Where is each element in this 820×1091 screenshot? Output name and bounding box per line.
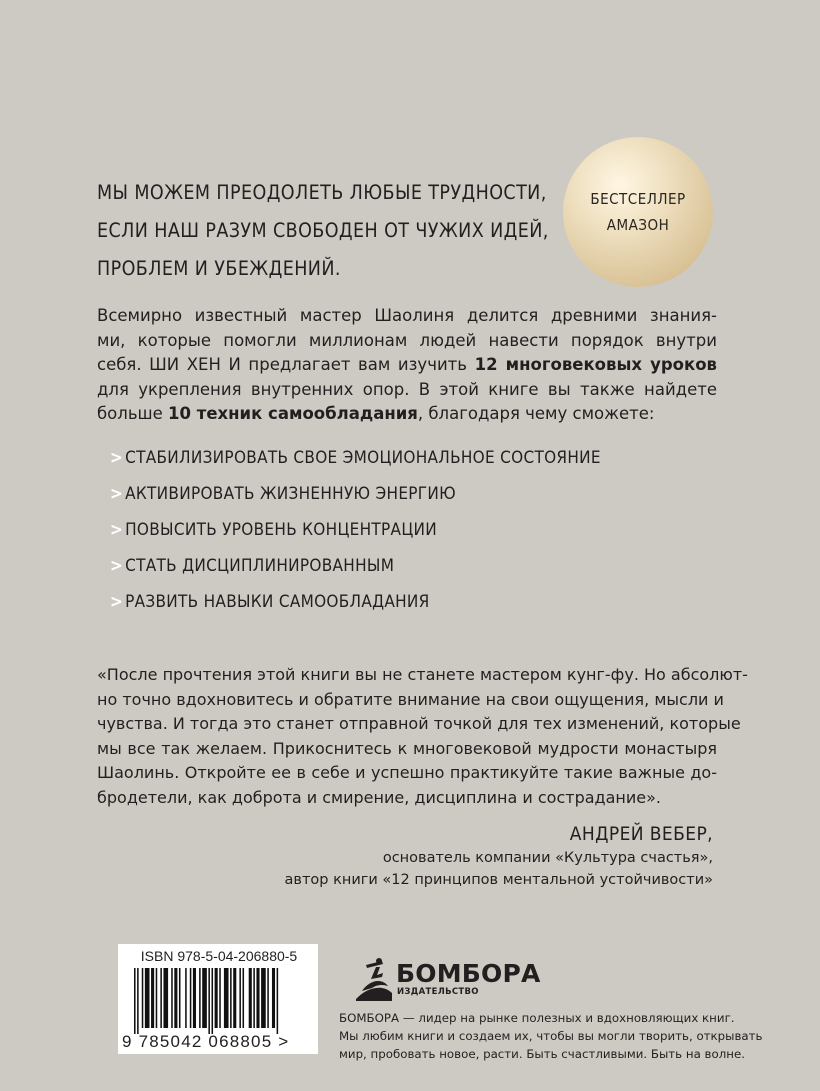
barcode-bar — [151, 968, 154, 1028]
bestseller-badge — [563, 137, 713, 287]
quote-line: но точно вдохновитесь и обратите внимание на свои ощущения, мысли и — [97, 689, 724, 709]
chevron-right-icon: > — [110, 484, 124, 504]
barcode-bar — [208, 968, 210, 1034]
barcode-bar — [134, 968, 136, 1034]
isbn-number: ISBN 978-5-04-206880-5 — [140, 948, 298, 964]
barcode-bar — [160, 968, 162, 1028]
testimonial-quote — [97, 663, 748, 810]
barcode-bar — [277, 968, 279, 1034]
intro-line: для укрепления внутренних опор. В этой книге вы также найдете — [97, 379, 717, 399]
barcode-bar — [163, 968, 168, 1028]
barcode-bar — [215, 968, 218, 1028]
barcode-bar — [145, 968, 150, 1028]
barcode-bar — [253, 968, 255, 1028]
barcode-bar — [185, 968, 187, 1028]
barcode-digits: 9 785042 068805 > — [122, 1032, 290, 1051]
barcode-bar — [261, 968, 266, 1028]
wave-rider-icon — [352, 955, 394, 1003]
headline-line: ПРОБЛЕМ И УБЕЖДЕНИЙ. — [97, 257, 341, 280]
barcode-bar — [212, 968, 214, 1034]
barcode-bar — [267, 968, 269, 1028]
intro-text: , благодаря чему сможете: — [417, 404, 655, 423]
quote-author-role: основатель компании «Культура счастья», — [382, 850, 713, 866]
chevron-right-icon: > — [110, 520, 124, 540]
intro-text: больше — [97, 404, 169, 423]
publisher-logo-text: БОМБОРА — [396, 959, 541, 988]
list-item — [110, 444, 710, 480]
badge-line-2: АМАЗОН — [606, 216, 670, 234]
publisher-logo-subtitle: ИЗДАТЕЛЬСТВО — [397, 987, 479, 997]
badge-line-1: БЕСТСЕЛЛЕР — [590, 190, 686, 208]
publisher-blurb-line: БОМБОРА — лидер на рынке полезных и вдохновляющих книг. — [339, 1011, 735, 1025]
barcode-bar — [171, 968, 173, 1028]
intro-line: ми, которые помогли миллионам людей навести порядок внутри — [97, 330, 717, 350]
quote-line: чувства. И тогда это станет отправной точкой для тех изменений, которые — [97, 714, 741, 733]
quote-line: «После прочтения этой книги вы не станете мастером кунг-фу. Но абсолют- — [97, 665, 748, 684]
headline — [97, 174, 557, 288]
barcode-bars-icon — [118, 968, 318, 1034]
intro-emphasis: 10 техник самообладания — [168, 404, 418, 423]
publisher-blurb — [339, 1009, 763, 1063]
chevron-right-icon: > — [110, 556, 124, 576]
isbn-barcode — [118, 944, 318, 1054]
chevron-right-icon: > — [110, 592, 124, 612]
barcode-bar — [219, 968, 221, 1028]
list-item — [110, 588, 710, 624]
barcode-bar — [199, 968, 201, 1028]
quote-author-book: автор книги «12 принципов ментальной устойчивости» — [284, 872, 713, 888]
intro-paragraph — [97, 304, 717, 427]
quote-line: мы все так желаем. Прикоснитесь к многовековой мудрости монастыря — [97, 738, 717, 758]
barcode-bar — [137, 968, 139, 1034]
barcode-bar — [142, 968, 144, 1028]
list-item-text: ПОВЫСИТЬ УРОВЕНЬ КОНЦЕНТРАЦИИ — [125, 520, 437, 540]
quote-line: бродетели, как доброта и смирение, дисциплина и сострадание». — [97, 787, 661, 807]
publisher-logo — [352, 955, 552, 1005]
barcode-bar — [193, 968, 196, 1028]
publisher-blurb-line: Мы любим книги и создаем их, чтобы вы могли творить, открывать — [339, 1029, 763, 1043]
list-item-text: АКТИВИРОВАТЬ ЖИЗНЕННУЮ ЭНЕРГИЮ — [125, 484, 456, 504]
list-item — [110, 480, 710, 516]
barcode-bar — [179, 968, 181, 1028]
barcode-bar — [156, 968, 158, 1028]
benefits-list — [110, 444, 710, 624]
list-item-text: СТАТЬ ДИСЦИПЛИНИРОВАННЫМ — [125, 556, 395, 576]
headline-line: ЕСЛИ НАШ РАЗУМ СВОБОДЕН ОТ ЧУЖИХ ИДЕЙ, — [97, 219, 549, 242]
barcode-bar — [239, 968, 241, 1028]
quote-author-name: АНДРЕЙ ВЕБЕР, — [569, 823, 713, 845]
barcode-bar — [256, 968, 259, 1028]
intro-line — [97, 402, 717, 427]
barcode-bar — [249, 968, 252, 1028]
barcode-bar — [233, 968, 236, 1028]
list-item-text: РАЗВИТЬ НАВЫКИ САМООБЛАДАНИЯ — [125, 592, 430, 612]
list-item-text: СТАБИЛИЗИРОВАТЬ СВОЕ ЭМОЦИОНАЛЬНОЕ СОСТОЯНИЕ — [125, 448, 601, 468]
list-item — [110, 516, 710, 552]
barcode-bar — [202, 968, 207, 1028]
intro-text: себя. ШИ ХЕН И предлагает вам изучить — [97, 355, 475, 374]
barcode-bar — [174, 968, 177, 1028]
intro-line — [97, 353, 717, 378]
barcode-bar — [224, 968, 229, 1028]
intro-line: Всемирно известный мастер Шаолиня делится древними знания- — [97, 306, 717, 325]
barcode-bar — [190, 968, 192, 1028]
barcode-bar — [230, 968, 232, 1028]
intro-emphasis: 12 многовековых уроков — [474, 355, 717, 374]
barcode-bar — [243, 968, 245, 1028]
list-item — [110, 552, 710, 588]
barcode-bar — [272, 968, 275, 1028]
publisher-blurb-line: мир, пробовать новое, расти. Быть счастливыми. Быть на волне. — [339, 1047, 745, 1061]
chevron-right-icon: > — [110, 448, 124, 468]
headline-line: МЫ МОЖЕМ ПРЕОДОЛЕТЬ ЛЮБЫЕ ТРУДНОСТИ, — [97, 181, 547, 204]
quote-line: Шаолинь. Откройте ее в себе и успешно практикуйте такие важные до- — [97, 763, 717, 782]
